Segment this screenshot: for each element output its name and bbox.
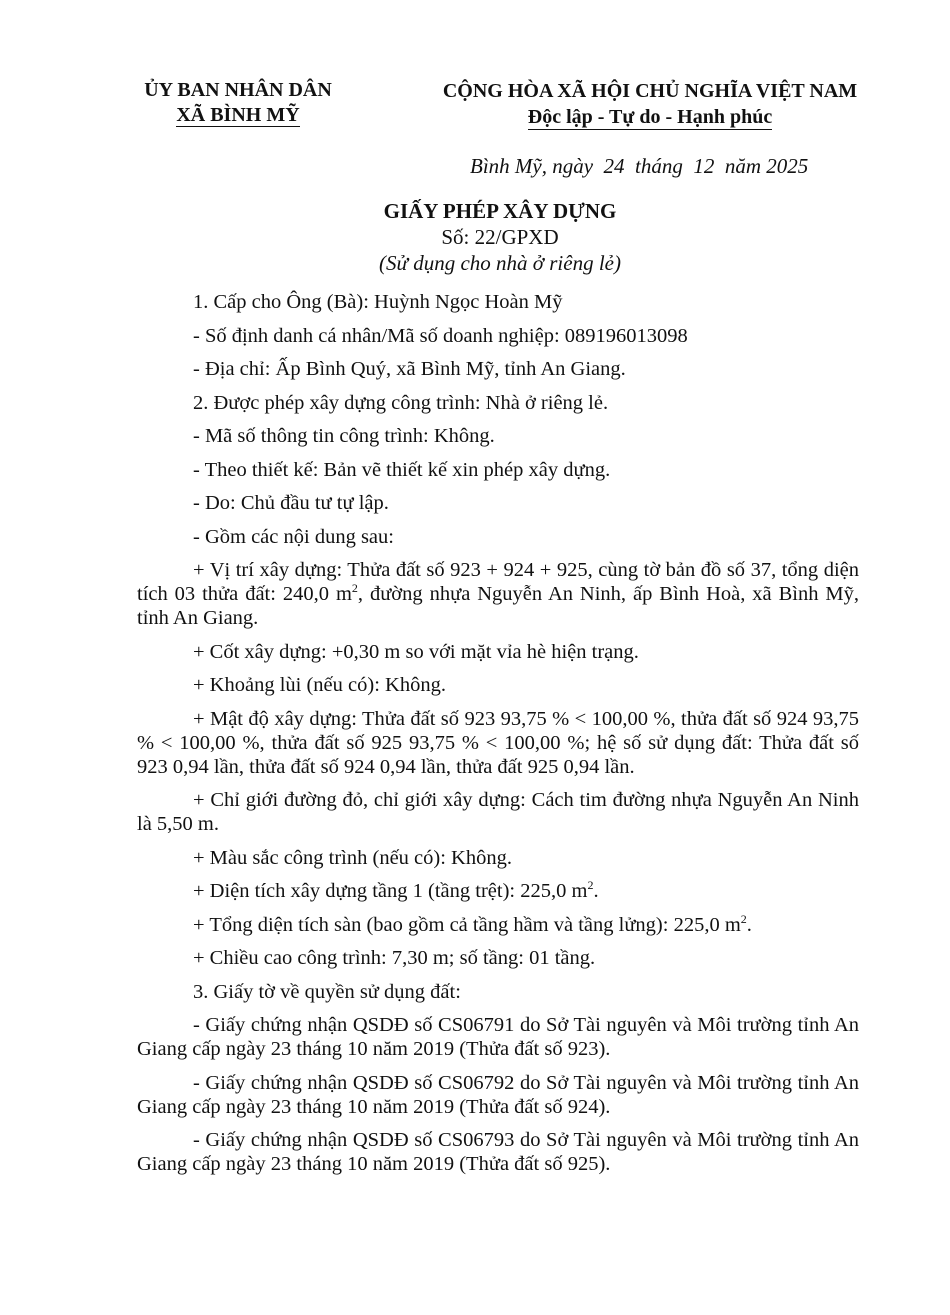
boundary-paragraph: + Chỉ giới đường đỏ, chỉ giới xây dựng: Cách tim đường nhựa Nguyễn An Ninh là 5,50 m.: [137, 789, 859, 835]
land-cert-2: - Giấy chứng nhận QSDĐ số CS06792 do Sở Tài nguyên và Môi trường tỉnh An Giang cấp ngày 23 tháng 10 năm 2019 (Thửa đất số 924).: [137, 1071, 859, 1118]
location-sup: 2: [351, 581, 358, 596]
ground-floor-area-paragraph: [137, 879, 859, 903]
location-text-cont: , đường nhựa Nguyễn An Ninh, ấp Bình Hoà, xã Bình Mỹ, tỉnh An Giang.: [137, 583, 859, 629]
designer-paragraph: - Do: Chủ đầu tư tự lập.: [193, 492, 389, 514]
land-docs-heading: 3. Giấy tờ về quyền sử dụng đất:: [193, 980, 461, 1003]
total-floor-area-text: + Tổng diện tích sàn (bao gồm cả tầng hầm và tầng lửng): 225,0 m: [193, 913, 741, 936]
permitted-construction-paragraph: 2. Được phép xây dựng công trình: Nhà ở riêng lẻ.: [193, 391, 609, 414]
nation-line1: CỘNG HÒA XÃ HỘI CHỦ NGHĨA VIỆT NAM: [442, 80, 858, 102]
agency-line2: XÃ BÌNH MỸ: [176, 104, 300, 126]
ground-floor-area-sup: 2: [587, 878, 594, 893]
contents-intro-paragraph: - Gồm các nội dung sau:: [193, 525, 394, 548]
date-line: Bình Mỹ, ngày 24 tháng 12 năm 2025: [470, 154, 809, 178]
location-paragraph: [137, 558, 859, 630]
elevation-paragraph: + Cốt xây dựng: +0,30 m so với mặt vỉa hè hiện trạng.: [193, 640, 639, 663]
total-floor-area-sup: 2: [740, 911, 747, 926]
nation-motto: Độc lập - Tự do - Hạnh phúc: [527, 106, 773, 128]
land-cert-1: - Giấy chứng nhận QSDĐ số CS06791 do Sở Tài nguyên và Môi trường tỉnh An Giang cấp ngày 23 tháng 10 năm 2019 (Thửa đất số 923).: [137, 1014, 859, 1060]
ground-floor-area-text: + Diện tích xây dựng tầng 1 (tầng trệt): 225,0 m: [193, 880, 588, 902]
land-cert-3: - Giấy chứng nhận QSDĐ số CS06793 do Sở Tài nguyên và Môi trường tỉnh An Giang cấp ngày 23 tháng 10 năm 2019 (Thửa đất số 925).: [137, 1129, 859, 1175]
nation-header: [420, 78, 880, 130]
total-floor-area-end: .: [746, 913, 752, 936]
address-paragraph: - Địa chỉ: Ấp Bình Quý, xã Bình Mỹ, tỉnh An Giang.: [193, 358, 626, 380]
density-paragraph: + Mật độ xây dựng: Thửa đất số 923 93,75 % < 100,00 %, thửa đất số 924 93,75 % < 100,00 %, thửa đất số 925 93,75 % < 100,00 %; hệ số sử dụng đất: Thửa đất số 923 0,94 lần, thửa đất số 924 0,94 lần, thửa đất 925 0,94 lần.: [137, 707, 859, 778]
recipient-paragraph: 1. Cấp cho Ông (Bà): Huỳnh Ngọc Hoàn Mỹ: [193, 291, 563, 313]
project-code-paragraph: - Mã số thông tin công trình: Không.: [193, 425, 495, 447]
location-text: + Vị trí xây dựng: Thửa đất số 923 + 924 + 925, cùng tờ bản đồ số 37, tổng diện tích 03 thửa đất: 240,0 m: [137, 559, 859, 605]
height-paragraph: + Chiều cao công trình: 7,30 m; số tầng: 01 tầng.: [193, 947, 596, 969]
design-paragraph: - Theo thiết kế: Bản vẽ thiết kế xin phép xây dựng.: [193, 458, 611, 481]
setback-paragraph: + Khoảng lùi (nếu có): Không.: [193, 674, 446, 696]
color-paragraph: + Màu sắc công trình (nếu có): Không.: [193, 846, 512, 869]
document-body: [137, 290, 859, 1186]
document-subtitle: (Sử dụng cho nhà ở riêng lẻ): [379, 251, 621, 275]
agency-line1: ỦY BAN NHÂN DÂN: [144, 79, 332, 101]
agency-header: [118, 78, 358, 128]
document-title: GIẤY PHÉP XÂY DỰNG: [383, 199, 617, 223]
title-block: [0, 198, 950, 276]
total-floor-area-paragraph: [137, 913, 859, 937]
ground-floor-area-end: .: [593, 880, 599, 902]
id-number-paragraph: - Số định danh cá nhân/Mã số doanh nghiệp: 089196013098: [193, 324, 688, 347]
document-number: Số: 22/GPXD: [441, 225, 559, 249]
